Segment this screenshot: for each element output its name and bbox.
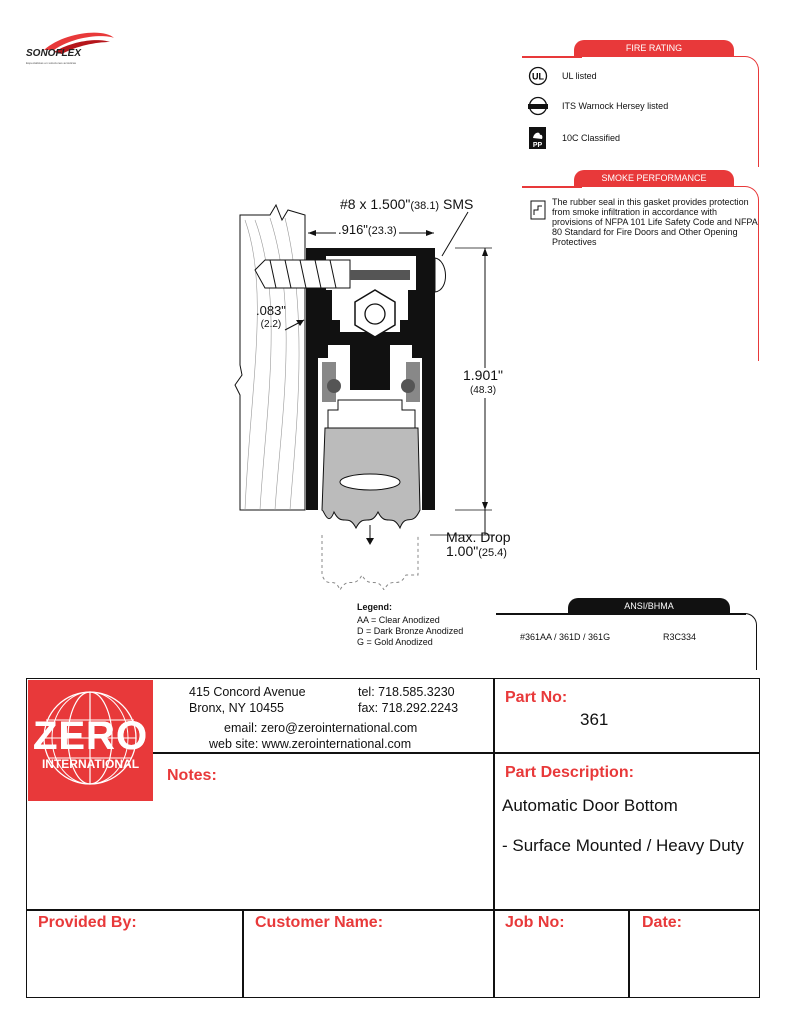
address-line2: Bronx, NY 10455 — [189, 701, 284, 715]
height-value: 1.901" — [463, 367, 504, 383]
zero-wordmark: ZERO — [32, 714, 149, 758]
fire-rating-line — [522, 56, 582, 58]
job-no-label: Job No: — [505, 914, 565, 931]
sonoflex-wordmark: SONOFLEX — [26, 48, 82, 59]
desc-line1: Automatic Door Bottom — [502, 796, 678, 815]
width-value: .916" — [338, 222, 368, 237]
tb-divider — [628, 909, 630, 997]
warnock-hersey-icon — [524, 96, 554, 116]
svg-text:UL: UL — [532, 71, 544, 82]
part-no-value: 361 — [580, 710, 609, 729]
ul-icon — [528, 66, 548, 86]
ul-label: UL listed — [562, 71, 597, 81]
screw-size: #8 x 1.500" — [340, 196, 411, 212]
ansi-line — [496, 613, 746, 615]
customer-name-label: Customer Name: — [255, 914, 384, 931]
screw-mm: (38.1) — [410, 200, 440, 212]
tb-divider — [26, 909, 760, 911]
tb-divider — [153, 752, 494, 754]
svg-text:PP: PP — [532, 142, 543, 149]
legend-item: D = Dark Bronze Anodized — [357, 626, 464, 636]
fire-rating-box — [522, 56, 759, 167]
height-label — [463, 368, 503, 398]
zero-subtitle: INTERNATIONAL — [41, 757, 140, 771]
part-no-label: Part No: — [505, 689, 568, 706]
sonoflex-logo — [24, 28, 119, 68]
thickness-value: .083" — [256, 303, 286, 318]
address-line1: 415 Concord Avenue — [189, 685, 306, 699]
smoke-performance-tab: SMOKE PERFORMANCE — [574, 170, 734, 187]
fire-rating-tab: FIRE RATING — [574, 40, 734, 57]
screw-label — [340, 196, 473, 212]
phone-fax: fax: 718.292.2243 — [358, 701, 459, 715]
drop-title: Max. Drop — [446, 529, 511, 545]
legend-item: G = Gold Anodized — [357, 637, 433, 647]
ansi-tab: ANSI/BHMA — [568, 598, 730, 614]
tb-divider — [242, 909, 244, 997]
legend-item: AA = Clear Anodized — [357, 615, 440, 625]
smoke-icon — [530, 200, 546, 220]
notes-label: Notes: — [167, 767, 217, 784]
screw-suffix: SMS — [443, 196, 474, 212]
company-address — [189, 684, 306, 716]
provided-by-label: Provided By: — [38, 914, 137, 931]
phone-tel: tel: 718.585.3230 — [358, 685, 455, 699]
smoke-line — [522, 186, 582, 188]
thickness-mm: (2.2) — [260, 319, 282, 330]
warnock-label: ITS Warnock Hersey listed — [562, 101, 669, 111]
desc-line2: - Surface Mounted / Heavy Duty — [502, 836, 744, 855]
width-mm: (23.3) — [367, 225, 397, 237]
drop-label — [446, 530, 511, 560]
company-contact — [209, 720, 417, 752]
ansi-models: #361AA / 361D / 361G — [520, 632, 611, 642]
company-email: email: zero@zerointernational.com — [224, 721, 418, 735]
company-phone — [358, 684, 458, 716]
ansi-box — [730, 613, 757, 670]
height-mm: (48.3) — [469, 385, 497, 396]
legend — [357, 602, 463, 648]
pp-label: 10C Classified — [562, 133, 621, 143]
drop-mm: (25.4) — [478, 547, 507, 559]
thickness-label — [256, 304, 286, 332]
tb-divider — [493, 679, 495, 997]
ansi-code: R3C334 — [663, 632, 697, 642]
smoke-text: The rubber seal in this gasket provides protection from smoke infiltration in accordance with provisions of NFPA 101 Life Safety Code and NFPA 80 Standard for Fire Doors and Other Opening Protectives — [552, 197, 758, 247]
width-label — [336, 222, 399, 237]
drop-value: 1.00" — [446, 543, 479, 559]
legend-title: Legend: — [357, 602, 392, 612]
tb-divider — [493, 752, 759, 754]
desc-label: Part Description: — [505, 764, 634, 781]
pp-icon — [528, 126, 548, 150]
sonoflex-tagline: Especialistas en soluciones acústicas — [26, 61, 77, 65]
company-web: web site: www.zerointernational.com — [209, 737, 412, 751]
date-label: Date: — [642, 914, 683, 931]
zero-logo — [28, 680, 153, 801]
